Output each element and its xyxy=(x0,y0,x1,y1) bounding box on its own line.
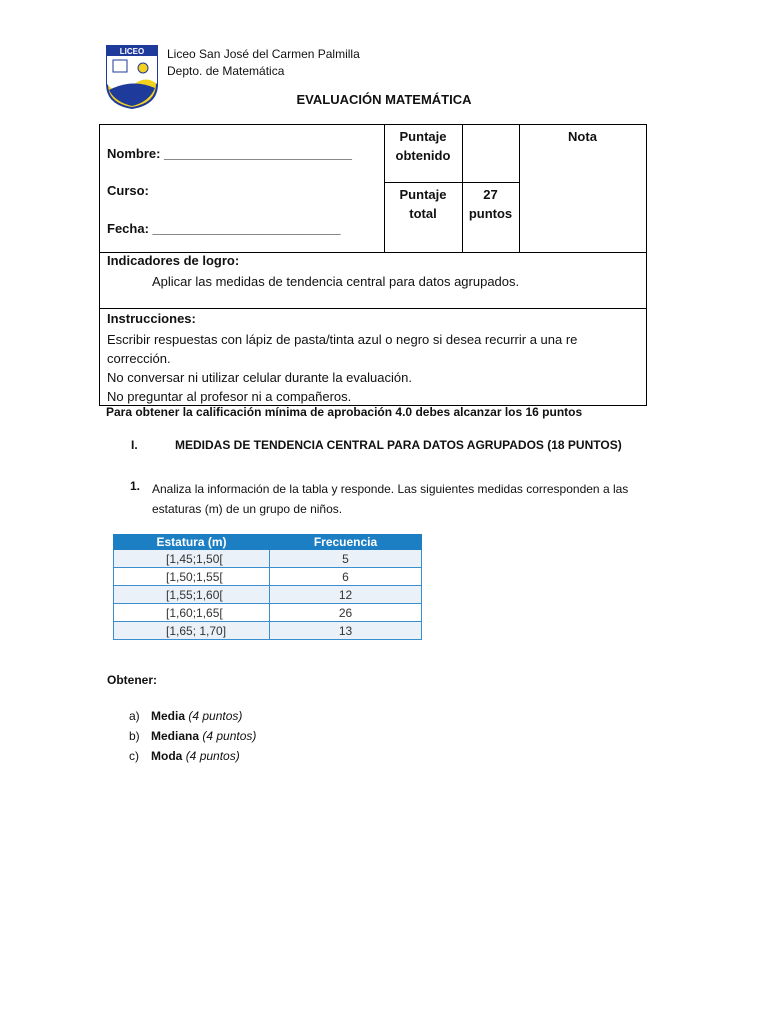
table-cell: 5 xyxy=(270,550,422,568)
table-cell: [1,60;1,65[ xyxy=(114,604,270,622)
table-row xyxy=(114,604,422,622)
instrucciones-list xyxy=(107,330,577,406)
table-cell: 6 xyxy=(270,568,422,586)
column-header: Estatura (m) xyxy=(114,535,270,550)
table-cell: [1,65; 1,70] xyxy=(114,622,270,640)
fecha-field[interactable]: Fecha: __________________________ xyxy=(107,221,341,236)
section-number: I. xyxy=(131,438,138,452)
puntaje-total-value: 27 puntos xyxy=(468,187,513,221)
list-item: b) Mediana (4 puntos) xyxy=(129,729,257,743)
approval-note: Para obtener la calificación mínima de aprobación 4.0 debes alcanzar los 16 puntos xyxy=(106,405,583,419)
puntaje-obtenido-label: Puntaje obtenido xyxy=(395,129,451,163)
table-cell: 26 xyxy=(270,604,422,622)
table-header-row xyxy=(114,535,422,550)
list-item: a) Media (4 puntos) xyxy=(129,709,243,723)
question-text: Analiza la información de la tabla y responde. Las siguientes medidas corresponden a las estaturas (m) de un grupo de niños. xyxy=(152,482,629,516)
instrucciones-title: Instrucciones: xyxy=(107,311,196,326)
table-cell: [1,55;1,60[ xyxy=(114,586,270,604)
table-row xyxy=(114,586,422,604)
obtener-label: Obtener: xyxy=(107,673,158,687)
table-row xyxy=(114,550,422,568)
nombre-field[interactable]: Nombre: __________________________ xyxy=(107,146,353,161)
table-cell: [1,45;1,50[ xyxy=(114,550,270,568)
divider xyxy=(384,182,519,183)
section-title: MEDIDAS DE TENDENCIA CENTRAL PARA DATOS AGRUPADOS (18 PUNTOS) xyxy=(175,438,622,452)
obtener-list xyxy=(129,706,256,766)
curso-field[interactable]: Curso: xyxy=(107,183,149,198)
student-info-table xyxy=(99,124,647,406)
list-item: c) Moda (4 puntos) xyxy=(129,749,240,763)
table-cell: [1,50;1,55[ xyxy=(114,568,270,586)
table-cell: 12 xyxy=(270,586,422,604)
instruction-line: corrección. xyxy=(107,351,171,366)
frequency-table xyxy=(113,534,422,640)
instruction-line: No preguntar al profesor ni a compañeros. xyxy=(107,389,352,404)
question-number: 1. xyxy=(130,479,141,493)
department-name: Depto. de Matemática xyxy=(167,64,285,78)
table-row xyxy=(114,568,422,586)
puntaje-total-label: Puntaje total xyxy=(399,187,447,221)
indicadores-title: Indicadores de logro: xyxy=(107,253,240,268)
column-header: Frecuencia xyxy=(270,535,422,550)
indicadores-text: Aplicar las medidas de tendencia central para datos agrupados. xyxy=(152,274,520,289)
divider xyxy=(100,308,646,309)
school-name: Liceo San José del Carmen Palmilla xyxy=(167,47,360,61)
page-title: EVALUACIÓN MATEMÁTICA xyxy=(296,92,472,107)
table-row xyxy=(114,622,422,640)
instruction-line: No conversar ni utilizar celular durante la evaluación. xyxy=(107,370,412,385)
logo-text: LICEO xyxy=(119,47,145,56)
instruction-line: Escribir respuestas con lápiz de pasta/tinta azul o negro si desea recurrir a una re xyxy=(107,332,578,347)
nota-label: Nota xyxy=(568,129,597,144)
table-cell: 13 xyxy=(270,622,422,640)
school-header xyxy=(167,46,360,80)
